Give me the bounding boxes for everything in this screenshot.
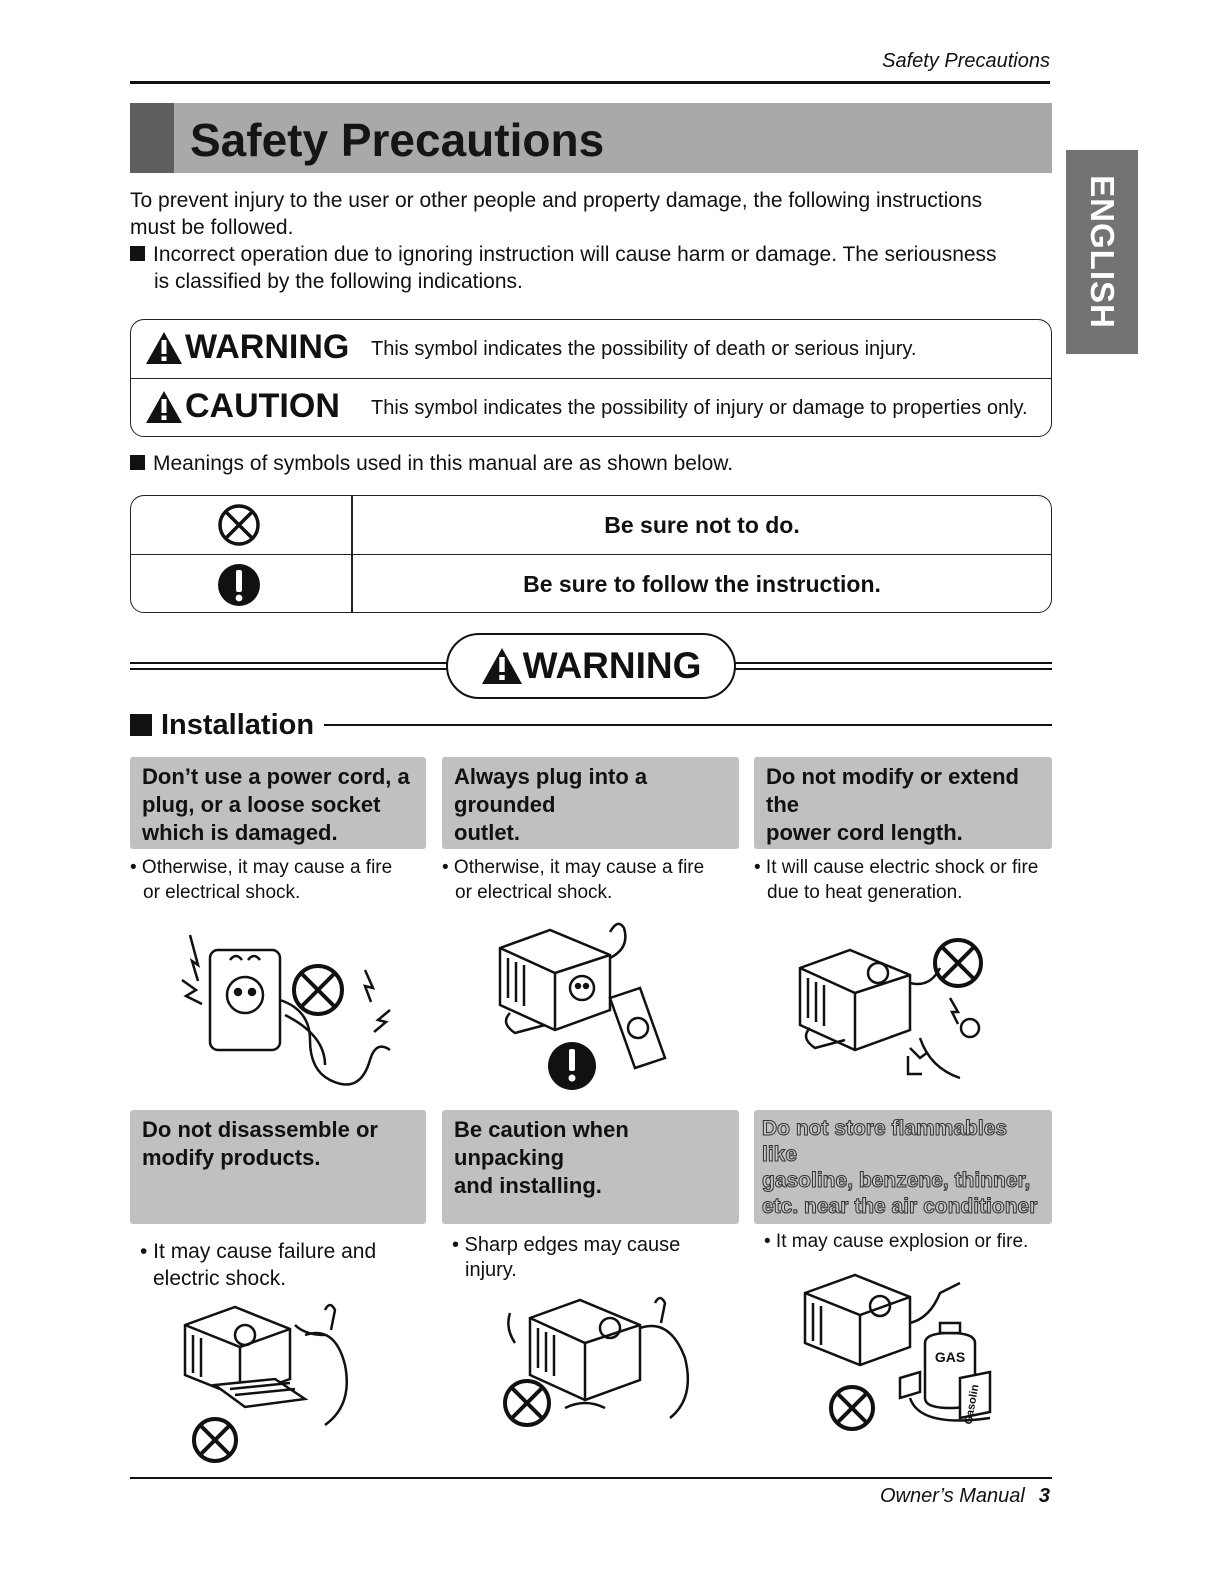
grounded-outlet-illustration (490, 918, 680, 1098)
signal-row-warning (131, 320, 1051, 378)
title-bar (130, 103, 1052, 173)
caution-description: This symbol indicates the possibility of injury or damage to properties only. (371, 397, 1028, 419)
damaged-socket-illustration (150, 920, 410, 1105)
item-description-damaged-cord (130, 855, 426, 905)
item-heading-line: which is damaged. (142, 820, 338, 845)
item-heading-line: Do not disassemble or (142, 1117, 378, 1142)
item-card-cord-length (754, 757, 1052, 849)
symbol-table (130, 495, 1052, 613)
item-heading-line: power cord length. (766, 820, 963, 845)
sharp-edges-illustration (495, 1288, 705, 1438)
section-heading-installation (130, 707, 1052, 743)
prohibition-icon (217, 503, 261, 547)
modified-cord-illustration (790, 928, 1000, 1098)
prohibition-icon (294, 966, 342, 1014)
square-bullet-icon (130, 714, 152, 736)
item-heading-line: and installing. (454, 1173, 602, 1198)
item-description-unpacking (452, 1233, 739, 1283)
symbols-intro-text: Meanings of symbols used in this manual are as shown below. (153, 452, 734, 475)
square-bullet-icon (130, 455, 145, 470)
signal-word-table (130, 319, 1052, 437)
item-heading-line: Do not store flammables like (762, 1117, 1008, 1166)
warning-banner-text: WARNING (522, 645, 702, 686)
item-description-line: • It may cause failure and (140, 1240, 377, 1263)
page-footer (130, 1485, 1050, 1508)
prohibition-icon (505, 1381, 549, 1425)
prohibition-meaning: Be sure not to do. (604, 512, 800, 538)
item-heading-line: outlet. (454, 820, 520, 845)
item-description-flammables (764, 1229, 1052, 1254)
item-heading-line: Don’t use a power cord, a (142, 764, 410, 789)
disassemble-illustration (175, 1295, 375, 1465)
language-tab (1066, 150, 1138, 354)
item-heading-line: gasoline, benzene, thinner, (762, 1169, 1031, 1192)
item-heading-line: plug, or a loose socket (142, 792, 381, 817)
warning-triangle-icon (145, 331, 183, 365)
gasoline-label: Gasolin (962, 1383, 982, 1426)
item-description-line: electric shock. (153, 1267, 287, 1290)
caution-word: CAUTION (185, 387, 340, 425)
section-title: Installation (161, 708, 315, 741)
item-description-cord-length (754, 855, 1052, 905)
item-description-grounded-outlet (442, 855, 739, 905)
symbols-intro (130, 450, 1050, 477)
item-description-line: due to heat generation. (767, 882, 963, 903)
item-description-line: • Sharp edges may cause (452, 1234, 681, 1256)
square-bullet-icon (130, 246, 145, 261)
warning-description: This symbol indicates the possibility of death or serious injury. (371, 338, 917, 360)
item-card-disassemble (130, 1110, 426, 1224)
warning-banner-pill (446, 633, 736, 699)
item-card-flammables (754, 1110, 1052, 1224)
symbol-row-instruction (131, 554, 1051, 612)
symbol-row-prohibition (131, 496, 1051, 554)
item-card-damaged-cord (130, 757, 426, 849)
section-rule (324, 724, 1052, 726)
exclamation-icon (548, 1042, 596, 1090)
item-heading-line: Be caution when unpacking (454, 1117, 629, 1170)
intro-line-2: must be followed. (130, 216, 294, 239)
footer-manual-title: Owner’s Manual (879, 1485, 1025, 1507)
warning-banner (130, 633, 1052, 699)
item-heading-line: etc. near the air conditioner (762, 1195, 1038, 1218)
footer-rule (130, 1477, 1052, 1479)
gas-label: GAS (934, 1349, 966, 1365)
intro-line-1: To prevent injury to the user or other people and property damage, the following instructions (130, 189, 983, 212)
warning-label (145, 328, 349, 367)
warning-word: WARNING (185, 328, 350, 366)
instruction-meaning: Be sure to follow the instruction. (523, 571, 881, 597)
item-description-line: • It may cause explosion or fire. (764, 1231, 1029, 1252)
item-description-line: injury. (465, 1259, 517, 1281)
flammables-illustration (800, 1268, 1010, 1438)
item-description-line: • Otherwise, it may cause a fire (442, 857, 705, 878)
caution-label (145, 387, 340, 426)
page-title: Safety Precautions (190, 114, 605, 166)
page-number: 3 (1038, 1485, 1050, 1507)
language-tab-label: ENGLISH (1084, 175, 1121, 329)
item-heading-line: modify products. (142, 1145, 321, 1170)
exclamation-icon (217, 562, 261, 608)
warning-triangle-icon (481, 647, 523, 685)
item-heading-line: Always plug into a grounded (454, 764, 648, 817)
item-card-grounded-outlet (442, 757, 739, 849)
prohibition-icon (194, 1419, 236, 1461)
item-card-unpacking (442, 1110, 739, 1224)
signal-row-caution (131, 378, 1051, 436)
title-accent-block (130, 103, 174, 173)
item-description-line: or electrical shock. (455, 882, 613, 903)
prohibition-icon (935, 940, 981, 986)
caution-triangle-icon (145, 390, 183, 424)
bullet-seriousness-line-2: is classified by the following indications. (154, 270, 523, 293)
banner-rule-left (130, 662, 448, 670)
item-heading-line: Do not modify or extend the (766, 764, 1019, 817)
running-header: Safety Precautions (130, 50, 1050, 84)
intro-text (130, 187, 1050, 241)
item-description-line: or electrical shock. (143, 882, 301, 903)
bullet-seriousness-line-1: Incorrect operation due to ignoring instruction will cause harm or damage. The seriousness (153, 243, 997, 266)
item-description-line: • Otherwise, it may cause a fire (130, 857, 393, 878)
bullet-seriousness (130, 241, 1050, 295)
item-description-line: • It will cause electric shock or fire (754, 857, 1039, 878)
item-description-disassemble (140, 1238, 426, 1292)
banner-rule-right (734, 662, 1052, 670)
prohibition-icon (831, 1387, 873, 1429)
